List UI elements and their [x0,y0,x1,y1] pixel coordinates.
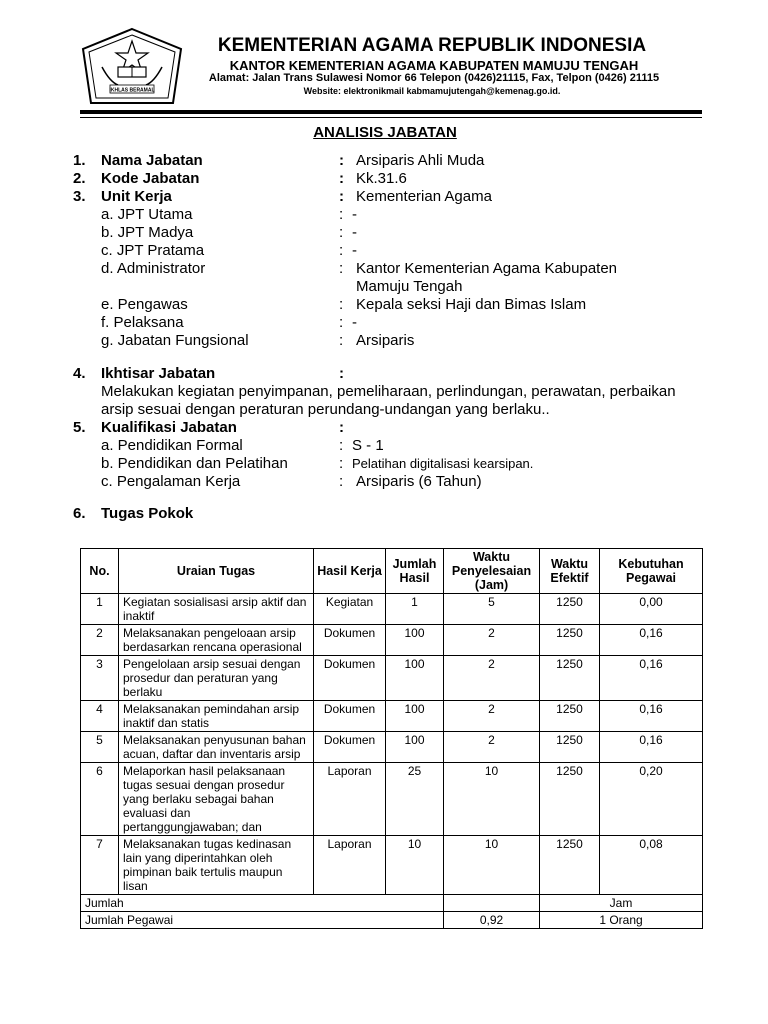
subitem-value: Arsiparis (6 Tahun) [356,473,482,490]
jumlah-pegawai-label: Jumlah Pegawai [81,912,444,929]
row-number: 5 [81,732,119,763]
row-waktu-efektif: 1250 [540,594,600,625]
subitem-label: c. Pengalaman Kerja [101,473,241,490]
item-number: 1. [73,152,86,169]
jumlah-label: Jumlah [81,895,444,912]
subitem-value: - [352,314,357,331]
row-number: 2 [81,625,119,656]
row-hasil-kerja: Dokumen [314,625,386,656]
row-kebutuhan-pegawai: 0,20 [600,763,703,836]
subitem-value: - [352,224,357,241]
logo-text: IKHLAS BERAMAL [109,87,155,94]
row-kebutuhan-pegawai: 0,16 [600,701,703,732]
subitem-label: b. Pendidikan dan Pelatihan [101,455,288,472]
subitem-colon: : [339,455,344,472]
row-kebutuhan-pegawai: 0,16 [600,656,703,701]
row-waktu-efektif: 1250 [540,656,600,701]
subitem-value: Kantor Kementerian Agama Kabupaten [356,260,618,277]
table-row [81,732,703,763]
row-kebutuhan-pegawai: 0,08 [600,836,703,895]
jumlah-pegawai-result: 1 Orang [540,912,703,929]
header-cell: Jumlah Hasil [386,549,444,594]
row-uraian-tugas: Melaksanakan tugas kedinasan lain yang diperintahkan oleh pimpinan baik tertulis maupun lisan [119,836,314,895]
letterhead-rule-thin [80,117,702,118]
item-colon: : [339,188,344,205]
row-number: 6 [81,763,119,836]
header-cell: Hasil Kerja [314,549,386,594]
item-number: 6. [73,505,86,522]
header-cell: Waktu Efektif [540,549,600,594]
item-number: 3. [73,188,86,205]
item-label: Kode Jabatan [101,170,200,187]
table-footer-jumlah-pegawai [81,912,703,929]
subitem-colon: : [339,437,344,454]
row-kebutuhan-pegawai: 0,00 [600,594,703,625]
row-waktu-efektif: 1250 [540,701,600,732]
item-value: Arsiparis Ahli Muda [356,152,485,169]
row-hasil-kerja: Dokumen [314,732,386,763]
ikhtisar-line-1: Melakukan kegiatan penyimpanan, pemeliharaan, perlindungan, perawatan, perbaikan [101,383,676,400]
subitem-colon: : [339,332,344,349]
row-uraian-tugas: Melaporkan hasil pelaksanaan tugas sesuai dengan prosedur yang berlaku sebagai bahan evaluasi dan pertanggungjawaban; dan [119,763,314,836]
item-number: 5. [73,419,86,436]
table-row [81,594,703,625]
row-uraian-tugas: Melaksanakan pemindahan arsip inaktif dan statis [119,701,314,732]
subitem-label: b. JPT Madya [101,224,194,241]
subitem-colon: : [339,473,344,490]
subitem-colon: : [339,224,344,241]
letterhead-address: Alamat: Jalan Trans Sulawesi Nomor 66 Telepon (0426)21115, Fax, Telpon (0426) 21115 [208,72,660,84]
row-hasil-kerja: Laporan [314,763,386,836]
header-cell: No. [81,549,119,594]
subitem-value: Kepala seksi Haji dan Bimas Islam [356,296,587,313]
header-cell: Kebutuhan Pegawai [600,549,703,594]
document-title: ANALISIS JABATAN [313,124,457,141]
header-cell: Uraian Tugas [119,549,314,594]
item-label: Kualifikasi Jabatan [101,419,237,436]
jumlah-value [444,895,540,912]
item-value: Kementerian Agama [356,188,492,205]
row-waktu-penyelesaian: 2 [444,625,540,656]
row-waktu-penyelesaian: 2 [444,732,540,763]
subitem-label: a. JPT Utama [101,206,193,223]
row-jumlah-hasil: 100 [386,656,444,701]
row-jumlah-hasil: 100 [386,625,444,656]
subitem-label: c. JPT Pratama [101,242,205,259]
row-uraian-tugas: Kegiatan sosialisasi arsip aktif dan inaktif [119,594,314,625]
row-number: 7 [81,836,119,895]
row-number: 1 [81,594,119,625]
subitem-colon: : [339,314,344,331]
subitem-value: Arsiparis [356,332,415,349]
letterhead-title: KEMENTERIAN AGAMA REPUBLIK INDONESIA [217,35,647,56]
letterhead-office: KANTOR KEMENTERIAN AGAMA KABUPATEN MAMUJU TENGAH [229,58,639,73]
header-cell: Waktu Penyelesaian (Jam) [444,549,540,594]
subitem-colon: : [339,260,344,277]
subitem-colon: : [339,242,344,259]
row-kebutuhan-pegawai: 0,16 [600,625,703,656]
jumlah-pegawai-value: 0,92 [444,912,540,929]
row-uraian-tugas: Pengelolaan arsip sesuai dengan prosedur dan peraturan yang berlaku [119,656,314,701]
table-row [81,701,703,732]
row-number: 3 [81,656,119,701]
item-label: Unit Kerja [101,188,172,205]
row-waktu-penyelesaian: 2 [444,701,540,732]
row-jumlah-hasil: 100 [386,701,444,732]
item-colon: : [339,365,344,382]
table-header-row [81,549,703,594]
row-uraian-tugas: Melaksanakan penyusunan bahan acuan, daftar dan inventaris arsip [119,732,314,763]
subitem-label: g. Jabatan Fungsional [101,332,249,349]
subitem-value: Pelatihan digitalisasi kearsipan. [352,456,534,471]
subitem-colon: : [339,206,344,223]
table-row [81,763,703,836]
row-kebutuhan-pegawai: 0,16 [600,732,703,763]
row-waktu-penyelesaian: 10 [444,763,540,836]
subitem-value-cont: Mamuju Tengah [356,278,463,295]
row-hasil-kerja: Dokumen [314,656,386,701]
jumlah-unit: Jam [540,895,703,912]
row-waktu-efektif: 1250 [540,836,600,895]
item-value: Kk.31.6 [356,170,407,187]
table-row [81,836,703,895]
table-row [81,656,703,701]
item-label: Nama Jabatan [101,152,203,169]
row-waktu-efektif: 1250 [540,732,600,763]
row-hasil-kerja: Laporan [314,836,386,895]
kemenag-logo [80,27,184,107]
row-jumlah-hasil: 100 [386,732,444,763]
row-waktu-efektif: 1250 [540,763,600,836]
subitem-value: - [352,206,357,223]
item-label: Tugas Pokok [101,505,194,522]
item-number: 2. [73,170,86,187]
item-colon: : [339,170,344,187]
subitem-label: d. Administrator [101,260,206,277]
row-jumlah-hasil: 25 [386,763,444,836]
row-hasil-kerja: Kegiatan [314,594,386,625]
row-waktu-penyelesaian: 2 [444,656,540,701]
subitem-colon: : [339,296,344,313]
table-footer-jumlah [81,895,703,912]
row-jumlah-hasil: 10 [386,836,444,895]
row-waktu-efektif: 1250 [540,625,600,656]
subitem-label: a. Pendidikan Formal [101,437,243,454]
subitem-value: S - 1 [352,437,384,454]
item-number: 4. [73,365,86,382]
row-waktu-penyelesaian: 10 [444,836,540,895]
ikhtisar-line-2: arsip sesuai dengan peraturan perundang-undangan yang berlaku.. [101,401,550,418]
item-label: Ikhtisar Jabatan [101,365,216,382]
letterhead-website: Website: elektronikmail kabmamujutengah@kemenag.go.id. [303,86,561,96]
row-hasil-kerja: Dokumen [314,701,386,732]
row-jumlah-hasil: 1 [386,594,444,625]
row-waktu-penyelesaian: 5 [444,594,540,625]
subitem-label: f. Pelaksana [101,314,184,331]
table-row [81,625,703,656]
item-colon: : [339,152,344,169]
subitem-label: e. Pengawas [101,296,188,313]
tugas-pokok-table [80,548,703,929]
subitem-value: - [352,242,357,259]
letterhead-rule-thick [80,110,702,114]
item-colon: : [339,419,344,436]
row-number: 4 [81,701,119,732]
row-uraian-tugas: Melaksanakan pengeloaan arsip berdasarkan rencana operasional [119,625,314,656]
